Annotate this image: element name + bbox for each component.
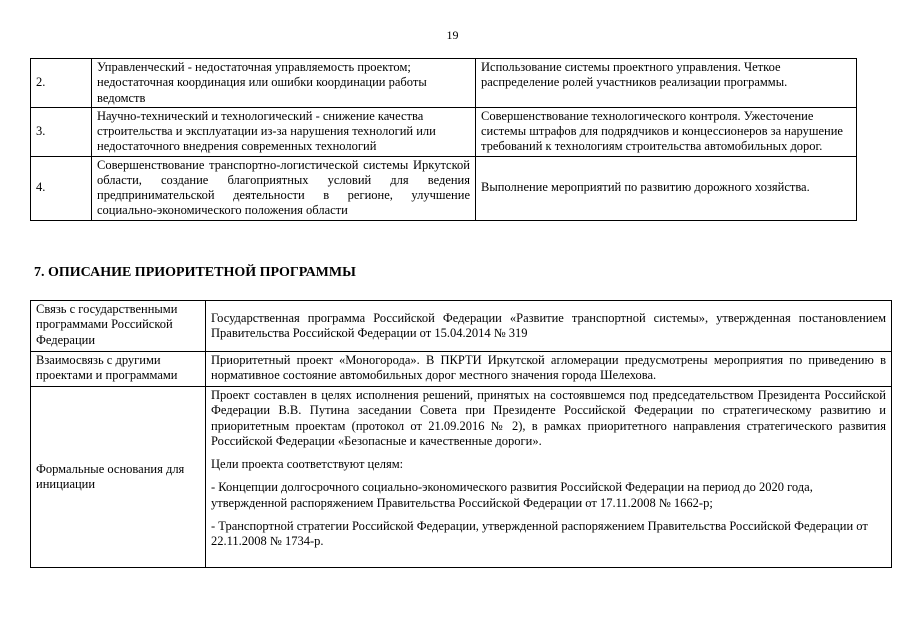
risk-description: Научно-технический и технологический - снижение качества строительства и эксплуатации из-за нарушения технологий или недостаточного внедрения современных технологий <box>92 107 476 156</box>
table-row <box>31 156 857 220</box>
row-value-formal-grounds <box>206 387 892 568</box>
risk-table <box>30 58 857 221</box>
program-table <box>30 300 892 568</box>
row-number: 2. <box>31 59 92 108</box>
row-value-related-projects: Приоритетный проект «Моногорода». В ПКРТИ Иркутской агломерации предусмотрены мероприятия по приведению в нормативное состояние автомобильных дорог местного значения города Шелехова. <box>206 352 892 387</box>
risk-description: Управленческий - недостаточная управляемость проектом; недостаточная координация или ошибки координации работы ведомств <box>92 59 476 108</box>
formal-grounds-paragraph: Проект составлен в целях исполнения решений, принятых на состоявшемся под председательством Президента Российской Федерации В.В. Путина заседании Совета при Президенте Российской Федерации по стратегическому развитию и приоритетным проектам (протокол от 21.09.2016 № 2), в рамках приоритетного направления стратегического развития Российской Федерации «Безопасные и качественные дороги». <box>211 388 886 448</box>
row-label-related-projects: Взаимосвязь с другими проектами и программами <box>31 352 206 387</box>
risk-measure: Выполнение мероприятий по развитию дорожного хозяйства. <box>476 156 857 220</box>
formal-grounds-paragraph: - Концепции долгосрочного социально-экономического развития Российской Федерации на период до 2020 года, утвержденной распоряжением Правительства Российской Федерации от 17.11.2008 № 1662-р; <box>211 480 813 510</box>
section-heading: 7. ОПИСАНИЕ ПРИОРИТЕТНОЙ ПРОГРАММЫ <box>34 265 356 280</box>
formal-grounds-paragraph: - Транспортной стратегии Российской Федерации, утвержденной распоряжением Правительства Российской Федерации от 22.11.2008 № 1734-р. <box>211 518 868 548</box>
formal-grounds-paragraph: Цели проекта соответствуют целям: <box>211 457 404 471</box>
row-number: 3. <box>31 107 92 156</box>
table-row <box>31 107 857 156</box>
table-row <box>31 352 892 387</box>
table-row <box>31 301 892 352</box>
page-number: 19 <box>446 28 459 42</box>
risk-description: Совершенствование транспортно-логистической системы Иркутской области, создание благоприятных условий для ведения предпринимательской деятельности в регионе, улучшение социально-экономического положения области <box>92 156 476 220</box>
risk-measure: Совершенствование технологического контроля. Ужесточение системы штрафов для подрядчиков и концессионеров за нарушение требований к технологиям строительства автомобильных дорог. <box>476 107 857 156</box>
row-value-state-programs: Государственная программа Российской Федерации «Развитие транспортной системы», утвержденная постановлением Правительства Российской Федерации от 15.04.2014 № 319 <box>206 301 892 352</box>
table-row <box>31 387 892 568</box>
row-number: 4. <box>31 156 92 220</box>
risk-measure: Использование системы проектного управления. Четкое распределение ролей участников реализации программы. <box>476 59 857 108</box>
table-row <box>31 59 857 108</box>
row-label-formal-grounds: Формальные основания для инициации <box>31 387 206 568</box>
row-label-state-programs: Связь с государственными программами Российской Федерации <box>31 301 206 352</box>
